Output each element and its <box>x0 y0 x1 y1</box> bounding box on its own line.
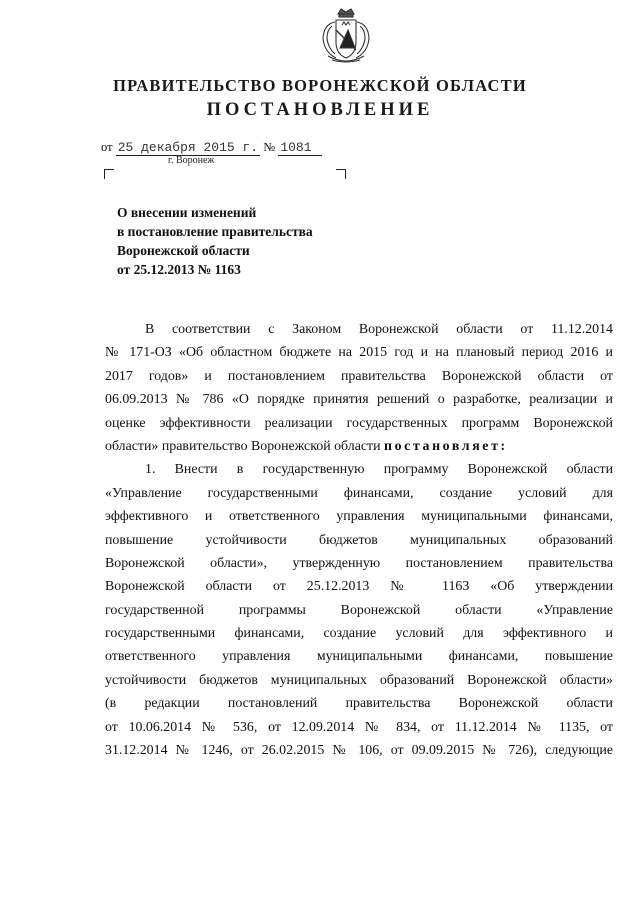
body-line: 06.09.2013 № 786 «О порядке принятия решений о разработке, реализации и <box>105 392 613 408</box>
body-line: (в редакции постановлений правительства Воронежской области <box>105 696 613 712</box>
document-number: 1081 <box>278 140 321 156</box>
document-date: 25 декабря 2015 г. <box>117 140 259 155</box>
body-line: 2017 годов» и постановлением правительства Воронежской области от <box>105 368 613 384</box>
date-prefix: от <box>101 140 113 154</box>
document-subject <box>117 203 377 279</box>
decree-keyword: постановляет: <box>384 438 508 454</box>
body-line: 1. Внести в государственную программу Воронежской области <box>145 462 613 478</box>
body-line: устойчивости бюджетов муниципальных образований Воронежской области» <box>105 672 613 688</box>
subject-line: в постановление правительства <box>117 224 313 239</box>
corner-mark-right <box>336 169 346 179</box>
subject-line: от 25.12.2013 № 1163 <box>117 262 241 277</box>
corner-mark-left <box>104 169 114 179</box>
body-line: оценке эффективности реализации государственных программ Воронежской <box>105 415 613 431</box>
number-prefix: № <box>263 140 276 154</box>
body-line: «Управление государственными финансами, создание условий для <box>105 485 613 501</box>
body-line: эффективного и ответственного управления муниципальными финансами, <box>105 509 613 525</box>
body-line: Воронежской области», утвержденную постановлением правительства <box>105 555 613 571</box>
body-line-final <box>105 435 613 458</box>
body-line-text: области» правительство Воронежской области <box>105 438 381 454</box>
subject-line: Воронежской области <box>117 243 250 258</box>
body-line: государственными финансами, создание условий для эффективного и <box>105 626 613 642</box>
date-number-line <box>101 140 322 155</box>
city: г. Воронеж <box>168 155 215 166</box>
subject-line: О внесении изменений <box>117 205 257 220</box>
body-line: ответственного управления муниципальными финансами, повышение <box>105 649 613 665</box>
body-line: В соответствии с Законом Воронежской области от 11.12.2014 <box>145 322 613 337</box>
body-line: № 171-ОЗ «Об областном бюджете на 2015 год и на плановый период 2016 и <box>105 345 613 361</box>
document-type: ПОСТАНОВЛЕНИЕ <box>206 100 434 120</box>
body-line: государственной программы Воронежской области «Управление <box>105 602 613 618</box>
body-line: повышение устойчивости бюджетов муниципальных образований <box>105 532 613 548</box>
body-line: 31.12.2014 № 1246, от 26.02.2015 № 106, от 09.09.2015 № 726), следующие <box>105 743 613 759</box>
body-line: Воронежской области от 25.12.2013 № 1163 «Об утверждении <box>105 579 613 595</box>
document-body <box>105 318 613 762</box>
government-name: ПРАВИТЕЛЬСТВО ВОРОНЕЖСКОЙ ОБЛАСТИ <box>113 76 527 95</box>
body-line: от 10.06.2014 № 536, от 12.09.2014 № 834, от 11.12.2014 № 1135, от <box>105 719 613 735</box>
voronezh-coat-of-arms-icon <box>318 8 374 66</box>
